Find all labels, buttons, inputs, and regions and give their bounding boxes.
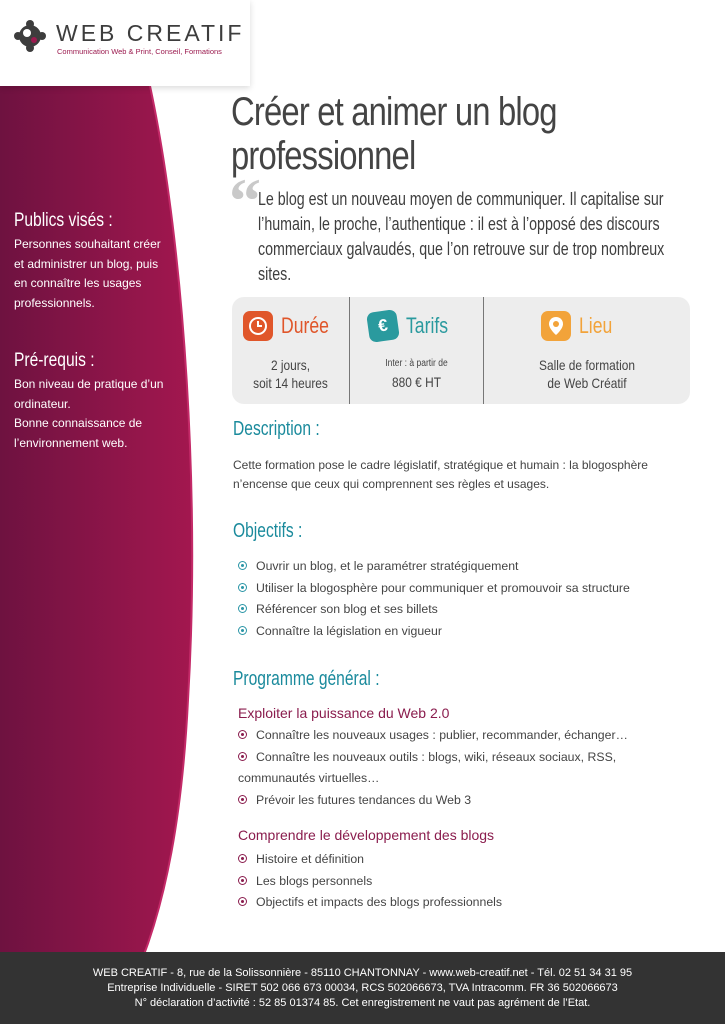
footer [0, 952, 725, 1024]
tarifs-column [350, 297, 483, 404]
publics-title: Publics visés : [14, 210, 113, 231]
intro-quote: Le blog est un nouveau moyen de communiquer. Il capitalise sur l’humain, le proche, l’authentique : il est à l’opposé des discours commerciaux galvaudés, que l’on retrouve sur de trop nombreux sites. [258, 189, 665, 284]
bullet-icon [238, 604, 247, 613]
prereq-text: Bon niveau de pratique d’un ordinateur. Bonne connaissance de l’environnement web. [14, 377, 164, 450]
publics-section [14, 210, 184, 313]
lieu-text: Salle de formation de Web Créatif [539, 357, 635, 391]
tarifs-price: 880 € HT [392, 374, 441, 390]
programme-part1-list [238, 725, 628, 811]
lieu-label: Lieu [579, 313, 613, 338]
bullet-icon [238, 795, 247, 804]
duree-text: 2 jours, soit 14 heures [253, 357, 328, 391]
clock-icon [243, 311, 273, 341]
list-item: Connaître les nouveaux outils : blogs, wiki, réseaux sociaux, RSS, [238, 747, 628, 769]
bullet-icon [238, 897, 247, 906]
objectifs-list [238, 556, 630, 642]
list-item: Prévoir les futures tendances du Web 3 [238, 790, 628, 812]
prereq-section [14, 350, 184, 453]
list-item: Utiliser la blogosphère pour communiquer et promouvoir sa structure [238, 578, 630, 600]
location-pin-icon [541, 311, 571, 341]
list-item: Connaître les nouveaux usages : publier, recommander, échanger… [238, 725, 628, 747]
bullet-icon [238, 583, 247, 592]
sidebar-background [0, 0, 200, 960]
brand-name: WEB CREATIF [56, 20, 245, 46]
objectifs-title: Objectifs : [233, 520, 303, 542]
footer-line-1: WEB CREATIF - 8, rue de la Solissonnière - 85110 CHANTONNAY - www.web-creatif.net - Tél. 02 51 34 31 95 [92, 967, 633, 979]
programme-part1-title: Exploiter la puissance du Web 2.0 [238, 705, 450, 721]
gear-logo-icon [14, 20, 46, 52]
info-box [232, 297, 690, 404]
bullet-icon [238, 730, 247, 739]
page-title: Créer et animer un blog professionnel [231, 90, 557, 178]
tarifs-label: Tarifs [406, 313, 449, 338]
list-item: Objectifs et impacts des blogs professionnels [238, 892, 502, 914]
bullet-icon [238, 561, 247, 570]
duree-label: Durée [281, 313, 329, 338]
bullet-icon [238, 752, 247, 761]
bullet-icon [238, 854, 247, 863]
description-text: Cette formation pose le cadre législatif, stratégique et humain : la blogosphère n’encense que ceux qui comprennent ses règles et usages. [233, 458, 648, 491]
list-item: Ouvrir un blog, et le paramétrer stratégiquement [238, 556, 630, 578]
brand-tagline: Communication Web & Print, Conseil, Formations [57, 47, 222, 56]
list-item: Référencer son blog et ses billets [238, 599, 630, 621]
programme-part2-list [238, 849, 502, 914]
bullet-icon [238, 626, 247, 635]
list-item: communautés virtuelles… [238, 771, 380, 785]
tarifs-small-text: Inter : à partir de [385, 358, 448, 369]
quote-mark-icon: “ [229, 165, 261, 236]
duree-column [232, 297, 349, 404]
footer-line-3: N° déclaration d’activité : 52 85 01374 85. Cet enregistrement ne vaut pas agrément de l’Etat. [134, 997, 591, 1009]
prereq-title: Pré-requis : [14, 350, 95, 371]
lieu-column [484, 297, 690, 404]
footer-line-2: Entreprise Individuelle - SIRET 502 066 673 00034, RCS 502066673, TVA Intracomm. FR 36 502066673 [107, 982, 618, 994]
programme-title: Programme général : [233, 668, 380, 690]
logo-box [0, 0, 250, 86]
list-item: Histoire et définition [238, 849, 502, 871]
list-item: Connaître la législation en vigueur [238, 621, 630, 643]
programme-part2-title: Comprendre le développement des blogs [238, 827, 495, 843]
publics-text: Personnes souhaitant créer et administrer un blog, puis en connaître les usages professionnels. [14, 237, 161, 310]
bullet-icon [238, 876, 247, 885]
description-title: Description : [233, 418, 320, 440]
euro-icon: € [366, 309, 400, 343]
list-item: Les blogs personnels [238, 871, 502, 893]
